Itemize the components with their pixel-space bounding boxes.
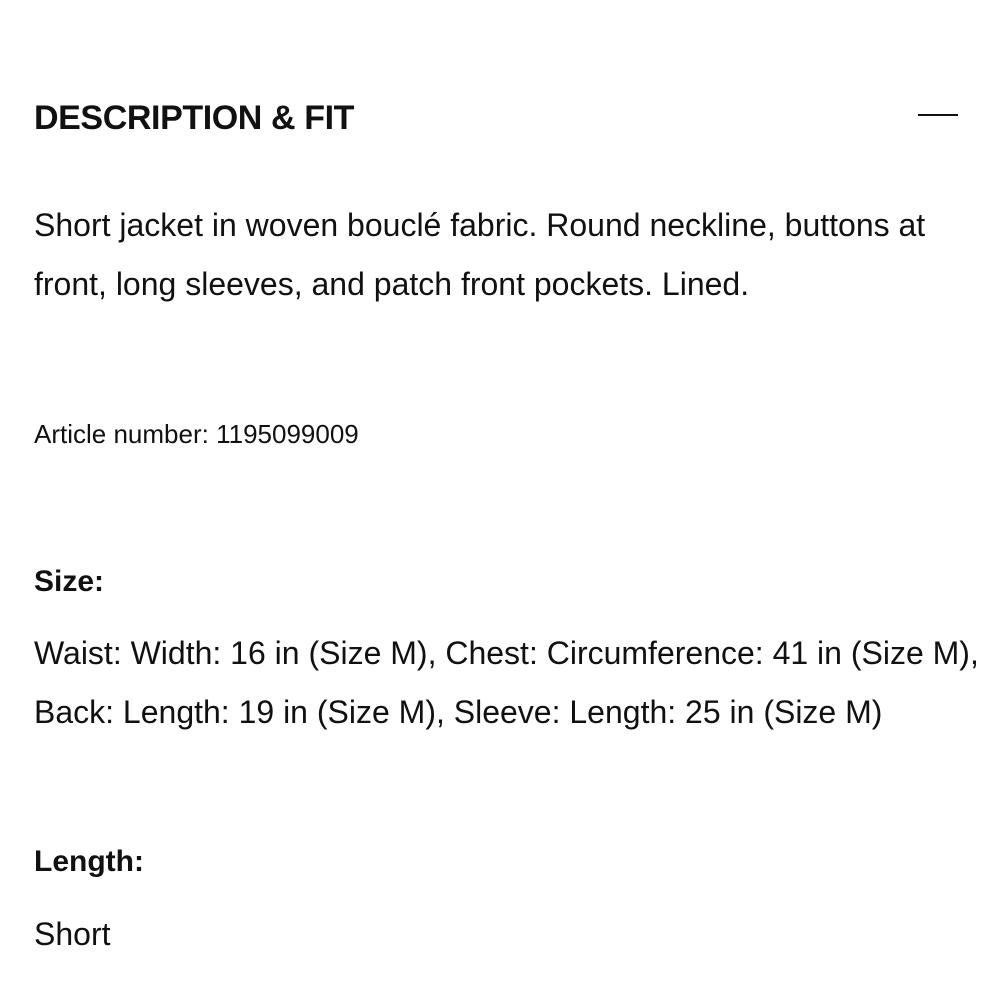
length-heading: Length: <box>34 845 144 878</box>
minus-icon <box>918 114 958 116</box>
size-details: Waist: Width: 16 in (Size M), Chest: Circumference: 41 in (Size M), Back: Length: 19 in (Size M), Sleeve: Length: 25 in (Size M) <box>34 635 979 730</box>
collapse-button[interactable] <box>916 96 960 140</box>
size-heading: Size: <box>34 565 105 598</box>
section-title: DESCRIPTION & FIT <box>34 99 354 137</box>
length-value: Short <box>34 916 111 952</box>
article-number-label: Article number: <box>34 419 209 449</box>
product-description: Short jacket in woven bouclé fabric. Round neckline, buttons at front, long sleeves, and patch front pockets. Lined. <box>34 207 926 302</box>
accordion-header[interactable] <box>34 96 966 140</box>
article-number <box>34 416 359 452</box>
article-number-value: 1195099009 <box>216 419 359 449</box>
